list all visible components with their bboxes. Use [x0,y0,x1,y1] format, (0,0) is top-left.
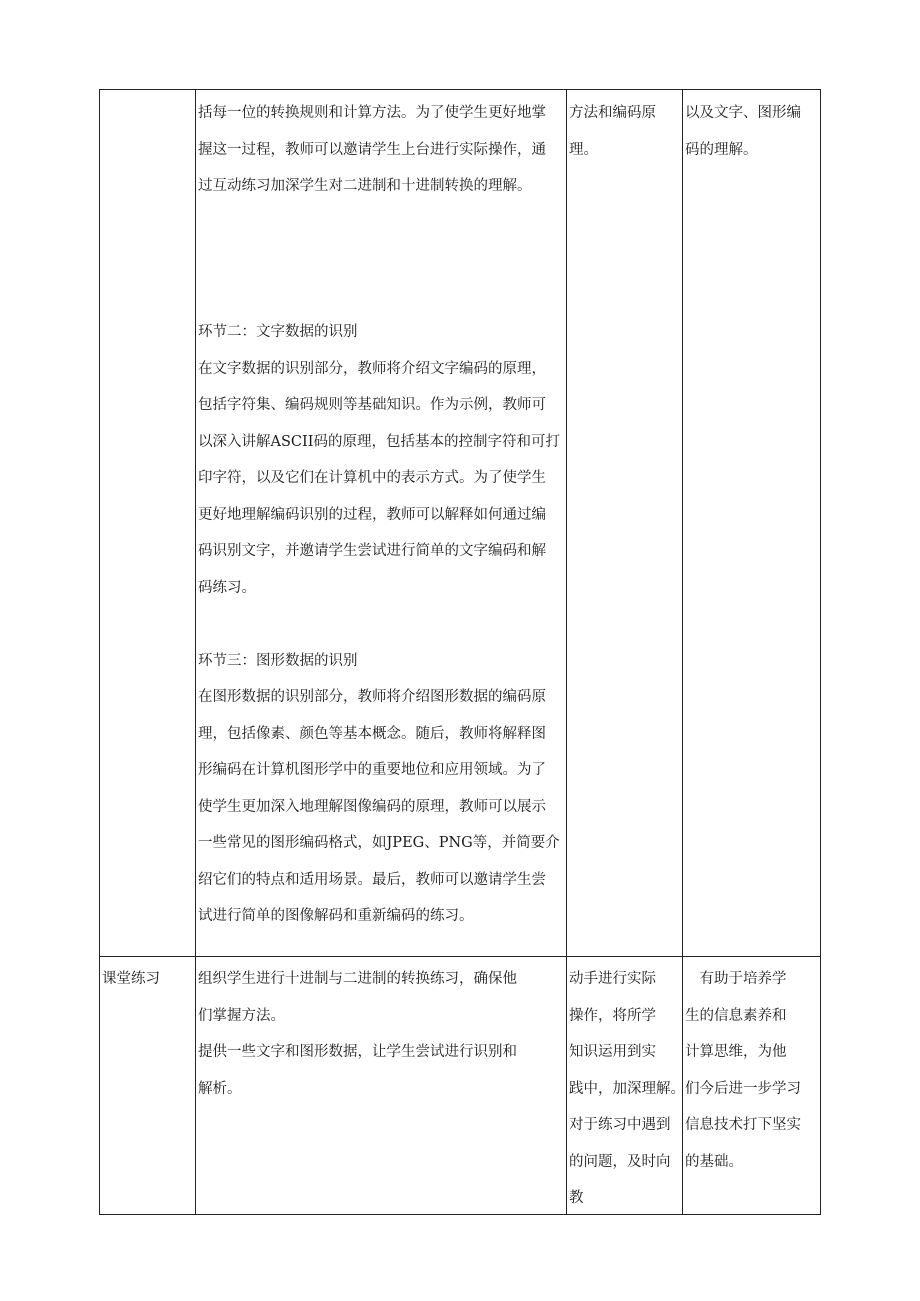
text-line: 印字符，以及它们在计算机中的表示方式。为了使学生 [198,470,546,486]
text-line: 们今后进一步学习 [685,1080,801,1097]
text-line: 在文字数据的识别部分，教师将介绍文字编码的原理， [198,360,546,377]
row-divider [99,956,821,957]
column-divider-1 [195,89,196,1215]
text-line: 信息技术打下坚实 [685,1117,801,1133]
text-line: 握这一过程，教师可以邀请学生上台进行实际操作，通 [198,141,546,158]
text-line: 提供一些文字和图形数据，让学生尝试进行识别和 [198,1044,517,1060]
text-line: 计算思维，为他 [685,1044,787,1060]
table-top-border [99,89,821,90]
text-line: 包括字符集、编码规则等基础知识。作为示例，教师可 [198,397,546,413]
text-line: 有助于培养学 [685,971,787,987]
row2-design-intent-cell [685,961,801,1180]
text-line: 解析。 [198,1080,242,1097]
text-line: 在图形数据的识别部分，教师将介绍图形数据的编码原 [198,689,546,705]
text-line: 码的理解。 [685,141,758,158]
text-line: 括每一位的转换规则和计算方法。为了使学生更好地掌 [198,105,546,121]
table-bottom-border [99,1214,821,1215]
text-line: 践中，加深理解。 [569,1080,685,1097]
table-right-border [820,89,821,1215]
text-line: 们掌握方法。 [198,1007,285,1024]
column-divider-2 [566,89,567,1215]
text-line: 过互动练习加深学生对二进制和十进制转换的理解。 [198,178,532,194]
text-line: 教 [569,1190,584,1206]
row1-design-intent-cell [685,95,801,168]
text-line: 的基础。 [685,1153,743,1170]
text-line: 动手进行实际 [569,971,656,987]
text-line: 理，包括像素、颜色等基本概念。随后，教师将解释图 [198,725,546,742]
text-line: 以深入讲解ASCII码的原理，包括基本的控制字符和可打 [198,433,560,450]
section-title-text-recognition: 环节二：文字数据的识别 [198,324,358,340]
text-line: 对于练习中遇到 [569,1117,671,1133]
text-line: 一些常见的图形编码格式，如JPEG、PNG等，并简要介 [198,835,560,851]
text-line: 试进行简单的图像解码和重新编码的练习。 [198,908,474,924]
row1-student-activity-cell [569,95,656,168]
text-line: 码练习。 [198,579,256,596]
text-line: 方法和编码原 [569,105,656,121]
text-line: 绍它们的特点和适用场景。最后，教师可以邀请学生尝 [198,871,546,888]
text-line: 的问题，及时向 [569,1153,671,1170]
row2-student-activity-cell [569,961,685,1217]
section-title-graphic-recognition: 环节三：图形数据的识别 [198,652,358,669]
table-left-border [99,89,100,1215]
text-line: 组织学生进行十进制与二进制的转换练习，确保他 [198,971,517,987]
text-line: 使学生更加深入地理解图像编码的原理，教师可以展示 [198,798,546,815]
text-line: 形编码在计算机图形学中的重要地位和应用领域。为了 [198,762,546,778]
text-line: 生的信息素养和 [685,1007,787,1024]
row2-teacher-activity-cell [198,961,517,1107]
row1-teacher-activity-cell [198,95,560,935]
text-line: 码识别文字，并邀请学生尝试进行简单的文字编码和解 [198,543,546,559]
row-label-classroom-practice: 课堂练习 [102,971,160,987]
text-line: 操作，将所学 [569,1007,656,1024]
text-line: 以及文字、图形编 [685,105,801,121]
row2-label-cell [102,961,160,998]
text-line: 更好地理解编码识别的过程，教师可以解释如何通过编 [198,506,546,523]
text-line: 知识运用到实 [569,1044,656,1060]
text-line: 理。 [569,141,598,158]
